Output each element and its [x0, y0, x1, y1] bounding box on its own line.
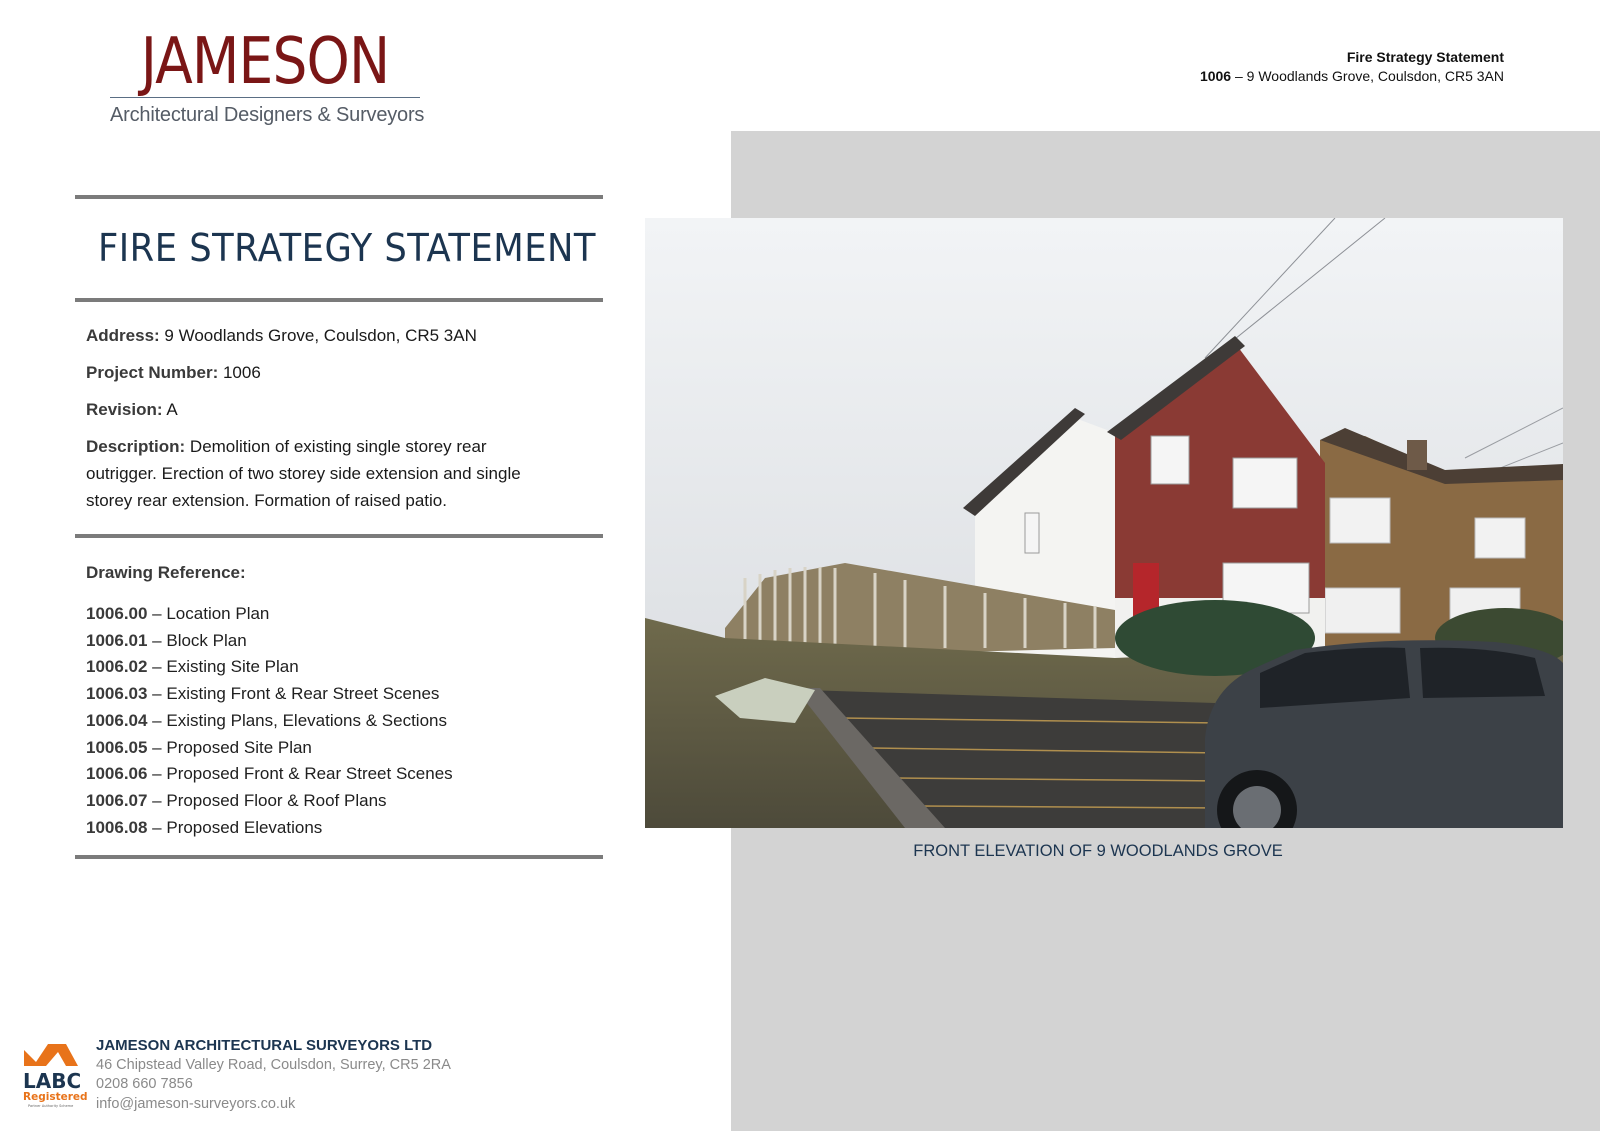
divider	[75, 855, 603, 859]
logo-wordmark: JAMESON	[140, 25, 390, 99]
description-row	[86, 433, 556, 514]
photo-caption: FRONT ELEVATION OF 9 WOODLANDS GROVE	[913, 842, 1283, 860]
footer-contact	[96, 1036, 451, 1114]
address-label: Address:	[86, 326, 160, 345]
drawing-title: – Existing Plans, Elevations & Sections	[147, 710, 447, 730]
header-title: Fire Strategy Statement	[1346, 49, 1504, 65]
list-item	[86, 761, 453, 788]
labc-registered-text: Registered	[23, 1091, 88, 1103]
project-number-label: Project Number:	[86, 363, 219, 382]
logo-tagline: Architectural Designers & Surveyors	[110, 104, 425, 126]
drawing-code: 1006.08	[86, 817, 148, 837]
drawing-title: – Proposed Front & Rear Street Scenes	[147, 764, 453, 784]
footer-company-name: JAMESON ARCHITECTURAL SURVEYORS LTD	[96, 1037, 433, 1054]
drawing-code: 1006.07	[86, 790, 148, 810]
drawing-code: 1006.01	[86, 630, 148, 650]
drawing-code: 1006.00	[86, 604, 148, 623]
drawing-title: – Location Plan	[147, 604, 270, 623]
labc-logo	[22, 1040, 88, 1112]
page-header	[1200, 48, 1504, 86]
drawing-code: 1006.02	[86, 657, 148, 677]
drawing-list	[86, 601, 453, 841]
revision-value: A	[162, 400, 178, 419]
drawing-title: – Existing Front & Rear Street Scenes	[147, 684, 440, 704]
page-title: FIRE STRATEGY STATEMENT	[98, 226, 596, 270]
labc-scheme-text: Partner Authority Scheme	[28, 1104, 74, 1108]
drawing-title: – Block Plan	[147, 630, 247, 650]
drawing-title: – Proposed Site Plan	[147, 737, 312, 757]
description-label: Description:	[86, 437, 186, 456]
drawing-title: – Proposed Elevations	[147, 817, 323, 837]
list-item	[86, 708, 453, 735]
divider	[75, 298, 603, 302]
revision-label: Revision:	[86, 400, 163, 419]
project-number-value: 1006	[218, 363, 261, 382]
revision-row	[86, 396, 178, 423]
drawing-code: 1006.04	[86, 710, 148, 730]
footer-phone: 0208 660 7856	[96, 1076, 193, 1092]
divider	[75, 534, 603, 538]
labc-text: LABC	[23, 1069, 82, 1093]
list-item	[86, 735, 453, 762]
header-project-number: 1006	[1199, 68, 1232, 84]
drawing-title: – Existing Site Plan	[147, 657, 299, 677]
drawing-code: 1006.05	[86, 737, 148, 757]
address-value: 9 Woodlands Grove, Coulsdon, CR5 3AN	[159, 326, 477, 345]
footer-email: info@jameson-surveyors.co.uk	[96, 1095, 296, 1112]
drawing-code: 1006.03	[86, 684, 148, 704]
company-logo	[110, 25, 425, 127]
drawing-reference-heading: Drawing Reference:	[86, 563, 246, 582]
list-item	[86, 788, 453, 815]
list-item	[86, 654, 453, 681]
footer-address: 46 Chipstead Valley Road, Coulsdon, Surrey, CR5 2RA	[96, 1056, 451, 1073]
drawing-title: – Proposed Floor & Roof Plans	[147, 790, 387, 810]
list-item	[86, 681, 453, 708]
list-item	[86, 628, 453, 655]
divider	[75, 195, 603, 199]
list-item	[86, 815, 453, 842]
list-item	[86, 601, 453, 628]
front-elevation-photo	[645, 218, 1563, 828]
header-address	[1200, 67, 1504, 86]
drawing-code: 1006.06	[86, 764, 148, 784]
project-number-row	[86, 359, 261, 386]
header-address-text: – 9 Woodlands Grove, Coulsdon, CR5 3AN	[1231, 68, 1504, 84]
description-value: Demolition of existing single storey rear outrigger. Erection of two storey side extension and single storey rear extension. Formation of raised patio.	[86, 437, 521, 510]
address-row	[86, 322, 477, 349]
